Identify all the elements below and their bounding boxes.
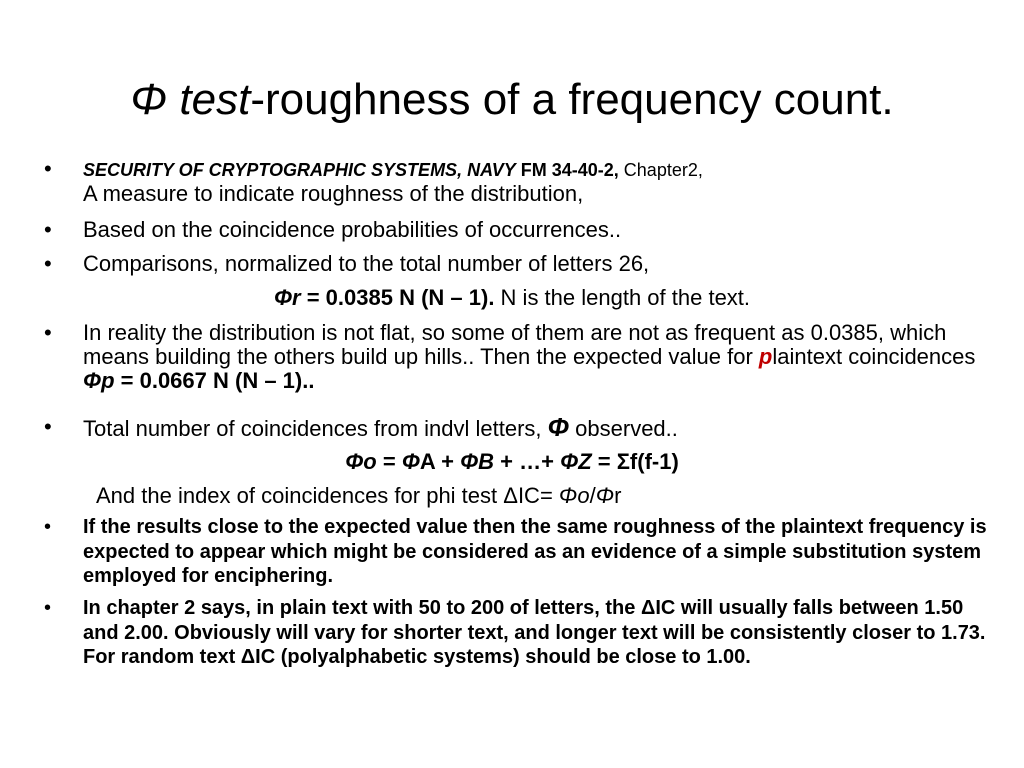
index-phi-o: Φo xyxy=(558,483,590,508)
phi-p-symbol: Φp xyxy=(83,368,115,393)
phi-r-note: N is the length of the text. xyxy=(494,285,751,310)
phi-r-symbol: Φr xyxy=(273,285,301,310)
phi-p-equation: = 0.0667 N (N – 1).. xyxy=(114,368,315,393)
index-phi-r: Φ xyxy=(595,483,615,508)
coincidence-text: Based on the coincidence probabilities of occurrences.. xyxy=(83,217,622,242)
phi-a-letter: A xyxy=(419,449,435,474)
index-of-coincidence-line xyxy=(96,483,621,509)
phi-b-symbol: ΦB xyxy=(460,449,495,474)
index-pre: And the index of coincidences for phi test xyxy=(96,483,504,508)
sum-expression: = Σf(f-1) xyxy=(591,449,679,474)
phi-o-symbol: Φo xyxy=(345,449,377,474)
bullet-comparisons xyxy=(83,252,1003,276)
source-fm: FM 34-40-2, xyxy=(515,160,619,180)
bullet-source xyxy=(83,157,1003,206)
bullet-total xyxy=(83,412,1003,442)
index-slash: / xyxy=(589,483,596,508)
phi-r-equation: = 0.0385 N (N – 1). xyxy=(300,285,495,310)
plus-1: + xyxy=(435,449,461,474)
index-delta: ΔIC= xyxy=(503,483,559,508)
bullet-chapter2 xyxy=(83,596,993,670)
bullet-results xyxy=(83,515,988,589)
plus-3: + xyxy=(541,449,561,474)
title-phi: Φ xyxy=(130,75,168,124)
reality-p: p xyxy=(758,344,773,369)
total-phi: Φ xyxy=(547,412,570,442)
chapter2-text: In chapter 2 says, in plain text with 50 to 200 of letters, the ΔIC will usually falls between 1.50 and 2.00. Obviously will vary for shorter text, and longer text will be consistently closer to 1.73. For random text ΔIC (polyalphabetic systems) should be close to 1.00. xyxy=(83,597,986,668)
source-line2: A measure to indicate roughness of the distribution, xyxy=(83,181,584,206)
phi-o-eq: = xyxy=(376,449,402,474)
formula-phi-r xyxy=(0,285,1024,311)
plus-ellipsis: + … xyxy=(494,449,542,474)
reality-laintext: laintext coincidences xyxy=(772,344,976,369)
source-chapter: Chapter2, xyxy=(618,160,703,180)
title-rest: -roughness of a frequency count. xyxy=(250,75,894,124)
bullet-reality xyxy=(83,321,983,393)
slide-title xyxy=(0,70,1024,130)
phi-z-symbol: ΦZ xyxy=(560,449,592,474)
bullet-coincidence xyxy=(83,218,1003,242)
index-r: r xyxy=(614,483,622,508)
comparisons-text: Comparisons, normalized to the total number of letters 26, xyxy=(83,251,650,276)
title-test: test xyxy=(167,75,251,124)
formula-phi-o xyxy=(0,449,1024,475)
phi-a-symbol: Φ xyxy=(401,449,420,474)
source-title: SECURITY OF CRYPTOGRAPHIC SYSTEMS, NAVY xyxy=(83,160,516,180)
results-text: If the results close to the expected value then the same roughness of the plaintext frequency is expected to appear which might be considered as an evidence of a simple substitution system employed for enciphering. xyxy=(83,516,987,587)
reality-text: In reality the distribution is not flat, so some of them are not as frequent as 0.0385, which means building the others build up hills.. Then the expected value for xyxy=(83,320,947,369)
total-post: observed.. xyxy=(569,416,678,441)
total-pre: Total number of coincidences from indvl letters, xyxy=(83,416,548,441)
